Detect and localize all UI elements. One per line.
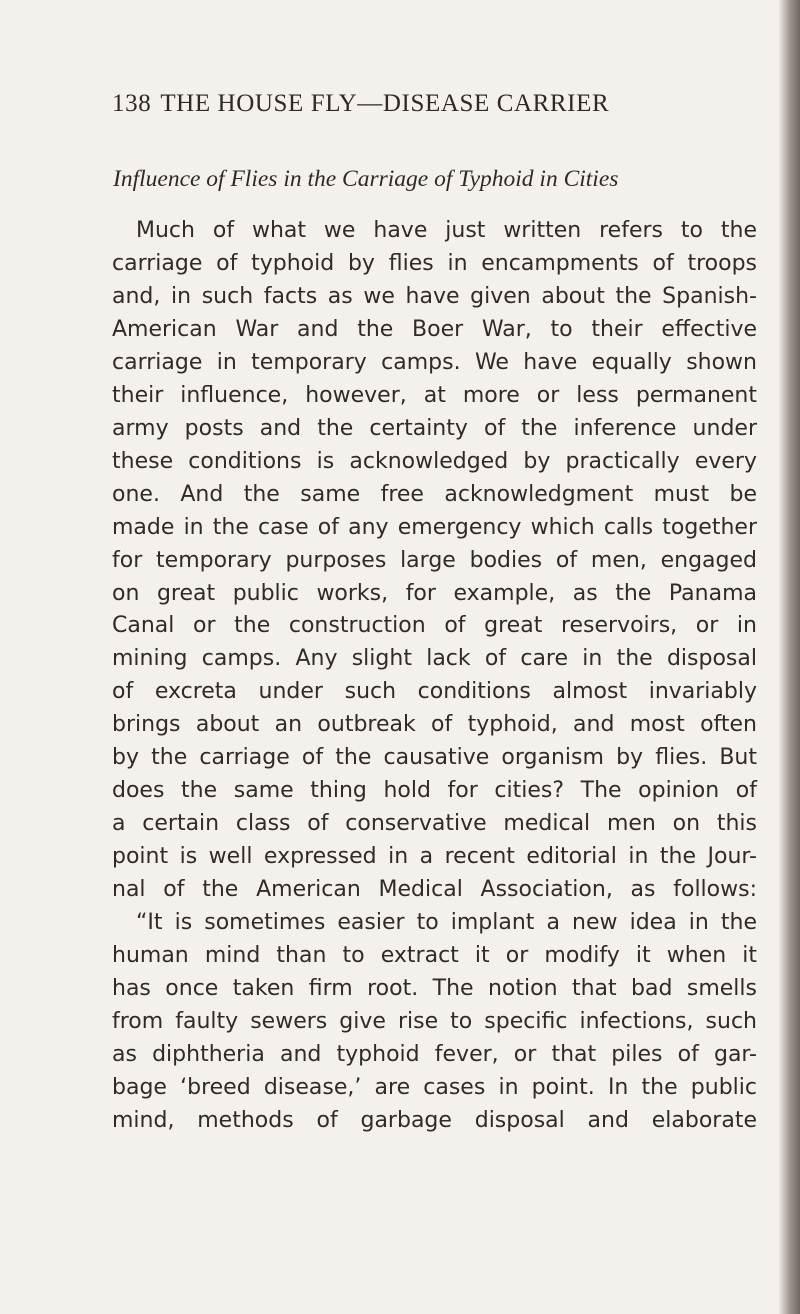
text-line: has once taken firm root. The notion that bad smells (112, 975, 757, 1001)
running-head-title: THE HOUSE FLY—DISEASE CARRIER (160, 90, 610, 117)
text-line: of excreta under such conditions almost invariably (112, 679, 757, 705)
text-line: on great public works, for example, as the Panama (112, 580, 757, 606)
text-line: mind, methods of garbage disposal and elaborate (112, 1107, 757, 1133)
text-line: these conditions is acknowledged by practically every (112, 448, 757, 474)
text-line: from faulty sewers give rise to specific infections, such (112, 1008, 757, 1034)
text-line: does the same thing hold for cities? The opinion of (112, 778, 757, 804)
text-line: brings about an outbreak of typhoid, and most often (112, 712, 757, 738)
text-line: and, in such facts as we have given about the Spanish- (112, 283, 757, 309)
text-line: nal of the American Medical Association, as follows: (112, 877, 757, 902)
text-line: American War and the Boer War, to their effective (112, 316, 757, 342)
text-line: for temporary purposes large bodies of men, engaged (112, 547, 757, 573)
text-line: a certain class of conservative medical men on this (112, 811, 757, 837)
text-line: by the carriage of the causative organism by flies. But (112, 745, 757, 771)
text-line: carriage of typhoid by flies in encampments of troops (112, 250, 757, 276)
text-line: carriage in temporary camps. We have equally shown (112, 349, 757, 375)
text-line: Much of what we have just written refers to the (136, 218, 757, 243)
page-edge-shadow (778, 0, 800, 1314)
text-line: human mind than to extract it or modify it when it (112, 942, 757, 968)
text-line: point is well expressed in a recent editorial in the Jour- (112, 844, 757, 870)
text-line: their influence, however, at more or less permanent (112, 382, 757, 408)
page-number: 138 (112, 90, 152, 117)
text-line: bage ‘breed disease,’ are cases in point. In the public (112, 1074, 757, 1100)
text-line: mining camps. Any slight lack of care in the disposal (112, 646, 757, 672)
text-line: “It is sometimes easier to implant a new idea in the (136, 910, 757, 935)
text-line: army posts and the certainty of the inference under (112, 415, 757, 441)
section-heading: Influence of Flies in the Carriage of Typhoid in Cities (113, 166, 619, 192)
text-line: Canal or the construction of great reservoirs, or in (112, 613, 757, 639)
body-text (112, 0, 757, 1314)
text-line: one. And the same free acknowledgment must be (112, 481, 757, 507)
text-line: made in the case of any emergency which calls together (112, 514, 757, 540)
text-line: as diphtheria and typhoid fever, or that piles of gar- (112, 1041, 757, 1067)
